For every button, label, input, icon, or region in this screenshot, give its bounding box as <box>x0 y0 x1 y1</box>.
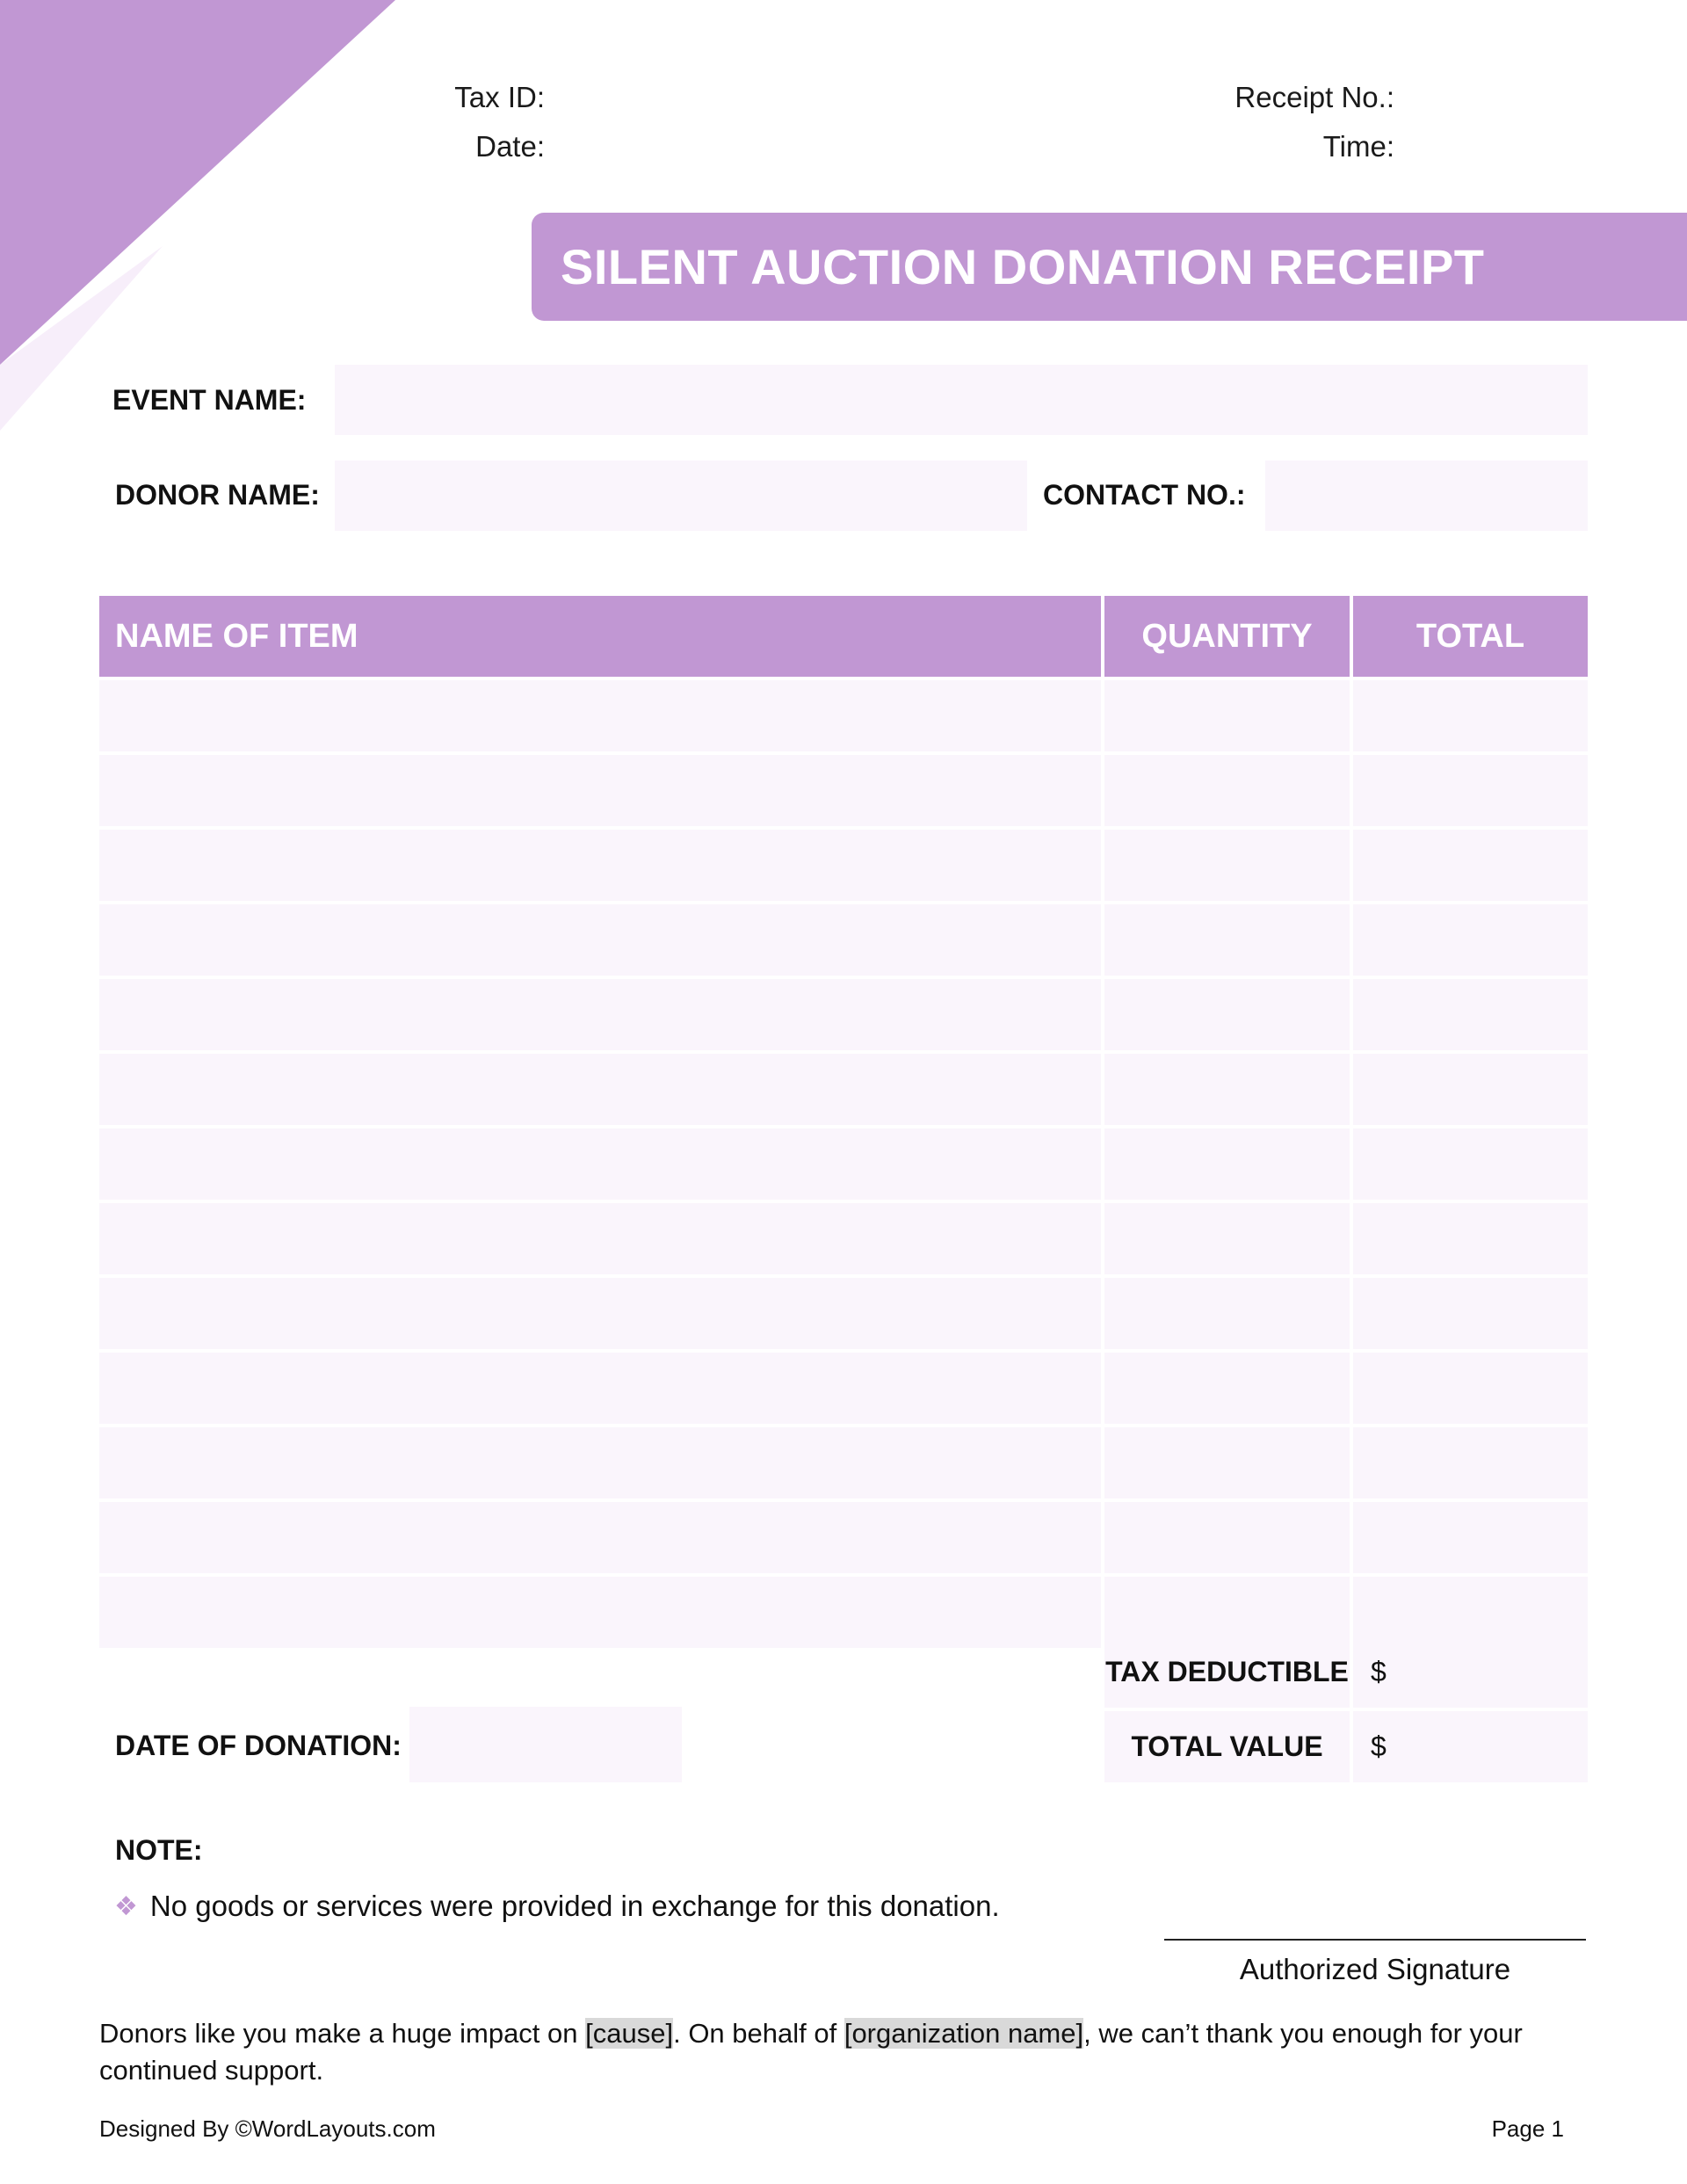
item-name-cell[interactable] <box>99 979 1101 1050</box>
total-value-label: TOTAL VALUE <box>1104 1711 1350 1782</box>
thanks-text-part2: . On behalf of <box>673 2018 844 2049</box>
column-header-quantity: QUANTITY <box>1104 596 1350 677</box>
table-row <box>99 979 1588 1050</box>
quantity-cell[interactable] <box>1104 680 1350 751</box>
quantity-cell[interactable] <box>1104 1203 1350 1274</box>
page-number: Page 1 <box>1491 2115 1564 2142</box>
note-text: No goods or services were provided in exchange for this donation. <box>149 1890 1000 1922</box>
item-name-cell[interactable] <box>99 1427 1101 1498</box>
table-row <box>99 1203 1588 1274</box>
donor-name-field[interactable] <box>335 461 1027 531</box>
thanks-text-part1: Donors like you make a huge impact on <box>99 2018 586 2049</box>
quantity-cell[interactable] <box>1104 830 1350 901</box>
table-row <box>99 1353 1588 1424</box>
designed-by-credit: Designed By ©WordLayouts.com <box>99 2115 436 2142</box>
total-value-value[interactable]: $ <box>1353 1711 1588 1782</box>
item-name-cell[interactable] <box>99 1128 1101 1200</box>
tax-id-label: Tax ID: <box>454 81 545 113</box>
table-row <box>99 1502 1588 1573</box>
table-row <box>99 1128 1588 1200</box>
quantity-cell[interactable] <box>1104 1054 1350 1125</box>
items-table <box>99 596 1588 1648</box>
table-row <box>99 1054 1588 1125</box>
quantity-cell[interactable] <box>1104 1128 1350 1200</box>
signature-line[interactable] <box>1164 1939 1586 1941</box>
note-label: NOTE: <box>115 1834 203 1866</box>
time-label: Time: <box>1322 130 1394 163</box>
column-header-total: TOTAL <box>1353 596 1588 677</box>
total-cell[interactable] <box>1353 1203 1588 1274</box>
title-banner <box>532 213 1687 321</box>
total-cell[interactable] <box>1353 755 1588 826</box>
item-name-cell[interactable] <box>99 680 1101 751</box>
item-name-cell[interactable] <box>99 1577 1101 1648</box>
donor-name-label: DONOR NAME: <box>115 479 320 511</box>
total-cell[interactable] <box>1353 1054 1588 1125</box>
quantity-cell[interactable] <box>1104 904 1350 976</box>
table-row <box>99 830 1588 901</box>
tax-deductible-label: TAX DEDUCTIBLE <box>1104 1636 1350 1708</box>
page-title: SILENT AUCTION DONATION RECEIPT <box>561 239 1485 294</box>
contact-no-field[interactable] <box>1265 461 1588 531</box>
tax-deductible-value[interactable]: $ <box>1353 1636 1588 1708</box>
contact-no-label: CONTACT NO.: <box>1043 479 1246 511</box>
quantity-cell[interactable] <box>1104 755 1350 826</box>
table-row <box>99 1427 1588 1498</box>
item-name-cell[interactable] <box>99 755 1101 826</box>
total-cell[interactable] <box>1353 680 1588 751</box>
item-name-cell[interactable] <box>99 1278 1101 1349</box>
item-name-cell[interactable] <box>99 904 1101 976</box>
event-name-label: EVENT NAME: <box>112 384 307 416</box>
quantity-cell[interactable] <box>1104 1427 1350 1498</box>
total-cell[interactable] <box>1353 904 1588 976</box>
item-name-cell[interactable] <box>99 1353 1101 1424</box>
thanks-text-part3: , we can’t thank you enough for your continued support. <box>99 2018 1523 2086</box>
table-row <box>99 680 1588 751</box>
total-cell[interactable] <box>1353 830 1588 901</box>
item-name-cell[interactable] <box>99 1502 1101 1573</box>
table-row <box>99 904 1588 976</box>
total-cell[interactable] <box>1353 1278 1588 1349</box>
cause-placeholder[interactable]: [cause] <box>585 2018 674 2049</box>
note-item <box>114 1890 1000 1923</box>
table-row <box>99 1278 1588 1349</box>
date-of-donation-field[interactable] <box>409 1707 682 1782</box>
quantity-cell[interactable] <box>1104 1353 1350 1424</box>
table-header <box>99 596 1588 677</box>
quantity-cell[interactable] <box>1104 979 1350 1050</box>
total-cell[interactable] <box>1353 1128 1588 1200</box>
total-cell[interactable] <box>1353 1502 1588 1573</box>
table-row <box>99 755 1588 826</box>
item-name-cell[interactable] <box>99 1203 1101 1274</box>
diamond-bullet-icon: ❖ <box>114 1891 138 1921</box>
total-cell[interactable] <box>1353 1353 1588 1424</box>
quantity-cell[interactable] <box>1104 1502 1350 1573</box>
event-name-field[interactable] <box>335 365 1588 435</box>
total-cell[interactable] <box>1353 1427 1588 1498</box>
date-of-donation-label: DATE OF DONATION: <box>115 1730 402 1761</box>
item-name-cell[interactable] <box>99 1054 1101 1125</box>
date-label: Date: <box>475 130 545 163</box>
organization-name-placeholder[interactable]: [organization name] <box>844 2018 1084 2049</box>
total-cell[interactable] <box>1353 979 1588 1050</box>
signature-label: Authorized Signature <box>1239 1953 1511 1985</box>
quantity-cell[interactable] <box>1104 1278 1350 1349</box>
column-header-name-of-item: NAME OF ITEM <box>99 596 1101 677</box>
item-name-cell[interactable] <box>99 830 1101 901</box>
receipt-no-label: Receipt No.: <box>1234 81 1394 113</box>
thank-you-text <box>99 2015 1593 2089</box>
